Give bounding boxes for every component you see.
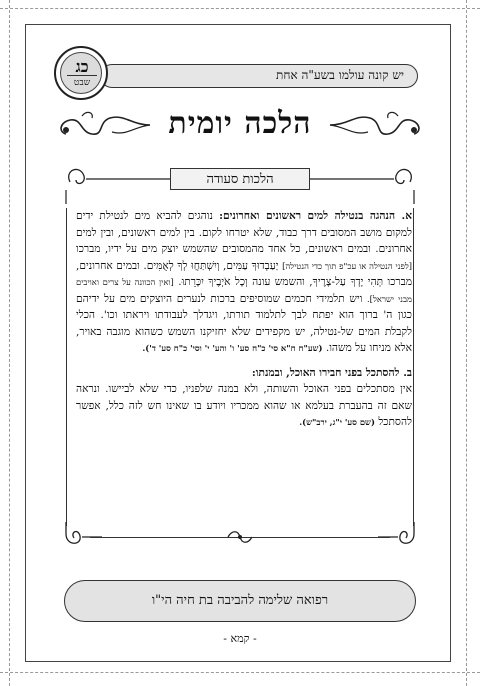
section-a-text-1: נוהגים להביא מים לנטילת ידים למקום מושב המסובים דרך כבוד, שלא יטרחו לקום. בין למים ראשונים, ובין למים אחרונים. ובמים ראשונים, כל אחד מהמסובים שהשמש יוצק מים על ידיו, מברכו — [76, 210, 412, 255]
cut-line-right — [466, 0, 467, 686]
section-b-text: אין מסתכלים בפני האוכל והשותה, ולא במנה שלפניו, כדי שלא לביישו. ונראה שאם זה בהעברת בעלמא או שהוא ממכריו ויודע בו שאינו חש לזה כלל, אפשר להסתכל — [76, 383, 412, 428]
date-badge-inner — [60, 52, 102, 94]
page-number: - קמא - — [223, 632, 257, 645]
section-a-text-2: ובמים אחרונים, מברכו תְּהִי יָדְךָ עַל-צָרֶיךָ, והשמש עונה וְכָל אֹיְבֶיךָ יִכָּרֵתוּ. — [76, 259, 412, 288]
title-flourish-right-icon — [328, 108, 428, 142]
section-b-heading: ב. להסתכל בפני חבירו האוכל, ובמנתו: — [251, 366, 412, 379]
cut-line-top — [0, 8, 480, 9]
left-rule — [66, 208, 67, 526]
section-a — [76, 208, 412, 357]
section-a-source: (שע"ח ח"א סי' כ"ח סע' ו' והע' י' וסי' כ"ח סע' ד'). — [142, 343, 323, 353]
section-a-text-3: ויש תלמידי חכמים שמוסיפים ברכות לנערים היוצקים מים על ידיהם כגון ה' ברוך הוא יפתח לבך לתלמוד תורתו, ויגדלך לעבודתו ויראתו וכו'. הכלי לקבלת המים של-נטילה, יש מקפידים שלא יחזיקנו השמש כשהוא מוגבה באויר, אלא מניחו על משהו. — [76, 292, 412, 354]
section-a-verse-1: יַעַבְדוּךָ עַמִּים, וְיִשְׁתַּחֲוּ לְךָ לְאֻמִּים. — [143, 259, 279, 272]
corner-flourish-bottom-left-icon — [62, 520, 102, 550]
dedication-text: רפואה שלימה להביבה בת חיה הי"ו — [151, 593, 329, 608]
date-month: שבט — [73, 78, 91, 88]
section-a-note-1: [לפני הנטילה או עכ"פ תוך כדי הנטילה] — [282, 260, 413, 271]
date-separator — [67, 75, 97, 76]
section-b — [76, 365, 412, 431]
date-badge — [54, 46, 108, 100]
subhead-title: הלכות סעודה — [206, 172, 274, 187]
corner-flourish-bottom-right-icon — [378, 520, 418, 550]
page-title: הלכה יומית — [168, 106, 312, 141]
right-rule — [413, 208, 414, 526]
section-a-note-2: [ואין הכוונה על צרים ואויבים מבני ישראל]. — [76, 277, 412, 304]
cut-line-bottom — [0, 672, 480, 673]
section-b-source: (שם סע' י"ג, ירב"ש). — [299, 417, 375, 427]
halacha-body — [76, 208, 412, 439]
bottom-center-ornament-icon — [226, 528, 254, 546]
date-day: כג — [75, 57, 89, 76]
cut-line-left — [9, 0, 10, 686]
header-quote: יש קונה עולמו בשע"ה אחת — [276, 68, 404, 82]
section-a-heading: א. הנהגה בנטילה למים ראשונים ואחרונים: — [219, 210, 412, 222]
